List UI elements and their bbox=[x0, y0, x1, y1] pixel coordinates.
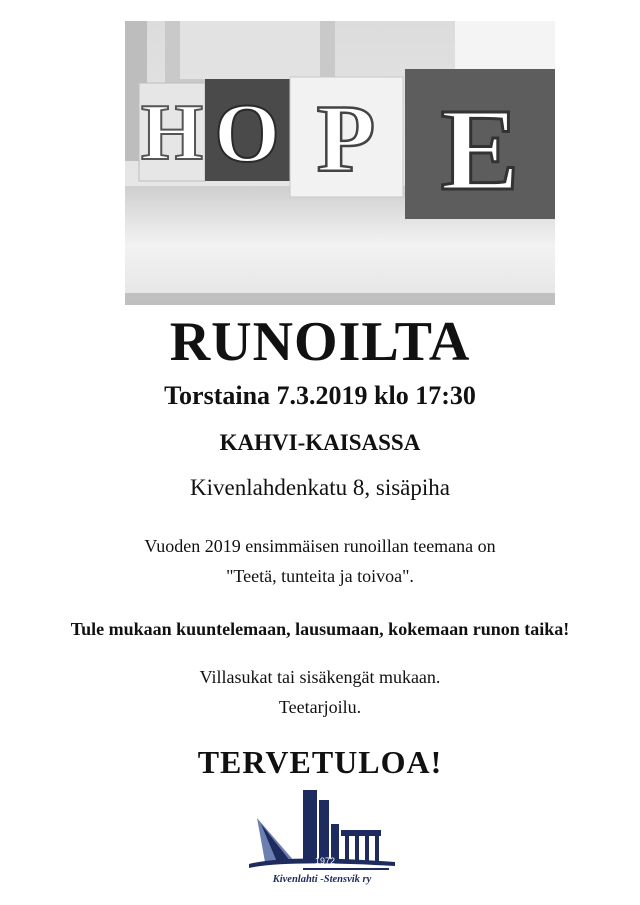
event-date: Torstaina 7.3.2019 klo 17:30 bbox=[164, 381, 476, 410]
event-bring-line-2: Teetarjoilu. bbox=[278, 697, 362, 717]
event-description-line-2: "Teetä, tunteita ja toivoa". bbox=[226, 566, 414, 586]
event-title: RUNOILTA bbox=[169, 311, 471, 373]
welcome-heading: TERVETULOA! bbox=[197, 744, 443, 780]
event-description-line-1: Vuoden 2019 ensimmäisen runoillan teemana on bbox=[144, 536, 496, 556]
letter-e: E bbox=[440, 84, 520, 215]
letter-h: H bbox=[140, 89, 204, 177]
logo-name: Kivenlahti -Stensvik ry bbox=[272, 874, 372, 885]
letter-o: O bbox=[214, 87, 280, 180]
hope-blocks-image bbox=[125, 21, 555, 305]
event-bring-line-1: Villasukat tai sisäkengät mukaan. bbox=[199, 667, 441, 687]
event-invitation: Tule mukaan kuuntelemaan, lausumaan, kokemaan runon taika! bbox=[70, 619, 570, 639]
letter-p: P bbox=[316, 85, 376, 192]
event-venue: KAHVI-KAISASSA bbox=[219, 430, 421, 455]
hope-photo bbox=[125, 21, 555, 305]
association-logo-graphic bbox=[247, 784, 397, 894]
association-logo bbox=[247, 784, 397, 894]
event-address: Kivenlahdenkatu 8, sisäpiha bbox=[190, 475, 450, 500]
logo-year: 1972 bbox=[314, 856, 336, 866]
